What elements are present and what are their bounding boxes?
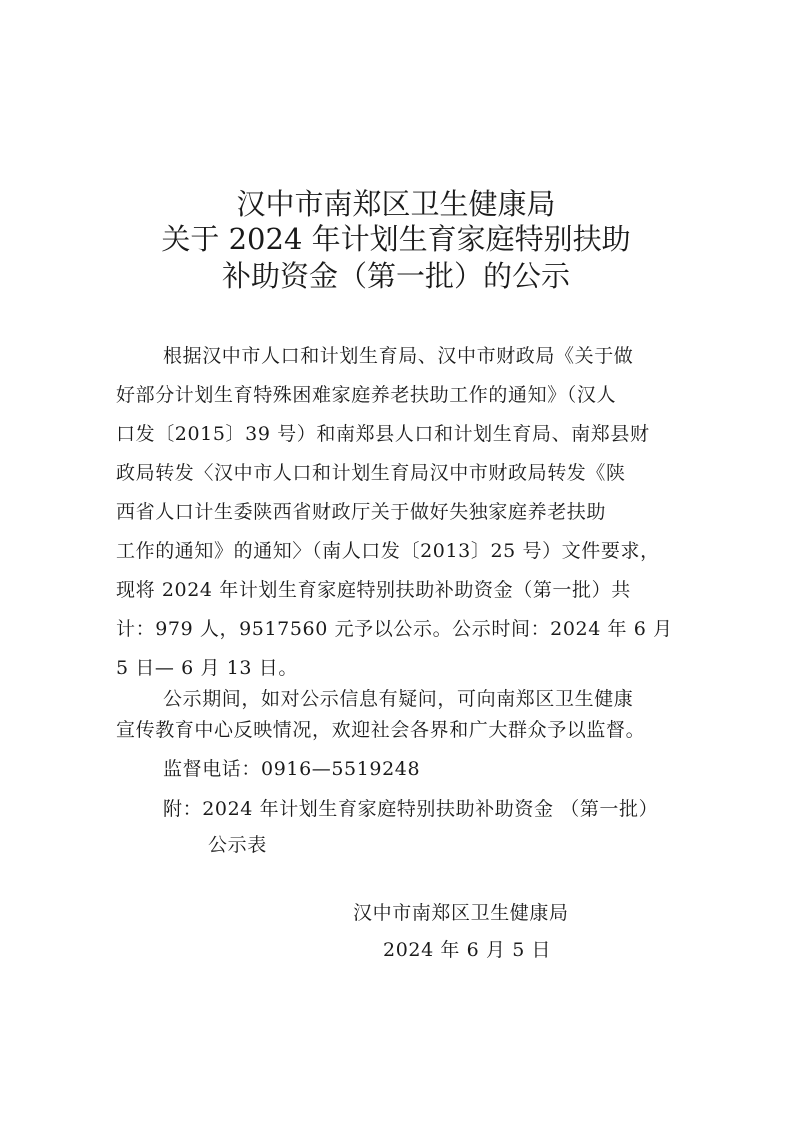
supervision-phone: 监督电话：0916—5519248 — [163, 758, 421, 780]
attachment-line-1: 附：2024 年计划生育家庭特别扶助补助资金 （第一批） — [163, 798, 659, 820]
paragraph-2-line: 公示期间，如对公示信息有疑问，可向南郑区卫生健康 — [163, 688, 634, 710]
paragraph-1-line: 根据汉中市人口和计划生育局、汉中市财政局《关于做 — [163, 345, 634, 367]
signature-date: 2024 年 6 月 5 日 — [383, 939, 552, 961]
paragraph-1-line: 好部分计划生育特殊困难家庭养老扶助工作的通知》（汉人 — [116, 384, 617, 406]
title-line-3: 补助资金（第一批）的公示 — [221, 259, 570, 293]
paragraph-1-line: 工作的通知》的通知〉（南人口发〔2013〕25 号）文件要求， — [116, 540, 660, 562]
signature-organization: 汉中市南郑区卫生健康局 — [353, 902, 569, 924]
paragraph-1-line: 计：979 人，9517560 元予以公示。公示时间：2024 年 6 月 — [116, 618, 673, 640]
paragraph-1-line: 5 日— 6 月 13 日。 — [116, 657, 298, 679]
attachment-line-2: 公示表 — [208, 834, 267, 856]
paragraph-1-line: 口发〔2015〕39 号）和南郑县人口和计划生育局、南郑县财 — [116, 423, 650, 445]
paragraph-1-line: 现将 2024 年计划生育家庭特别扶助补助资金（第一批）共 — [116, 579, 631, 601]
paragraph-2-line: 宣传教育中心反映情况，欢迎社会各界和广大群众予以监督。 — [116, 719, 646, 741]
paragraph-1-line: 西省人口计生委陕西省财政厅关于做好失独家庭养老扶助 — [116, 501, 607, 523]
title-line-1: 汉中市南郑区卫生健康局 — [236, 187, 556, 221]
paragraph-1-line: 政局转发〈汉中市人口和计划生育局汉中市财政局转发《陕 — [116, 462, 626, 484]
title-line-2: 关于 2024 年计划生育家庭特别扶助 — [161, 222, 631, 256]
